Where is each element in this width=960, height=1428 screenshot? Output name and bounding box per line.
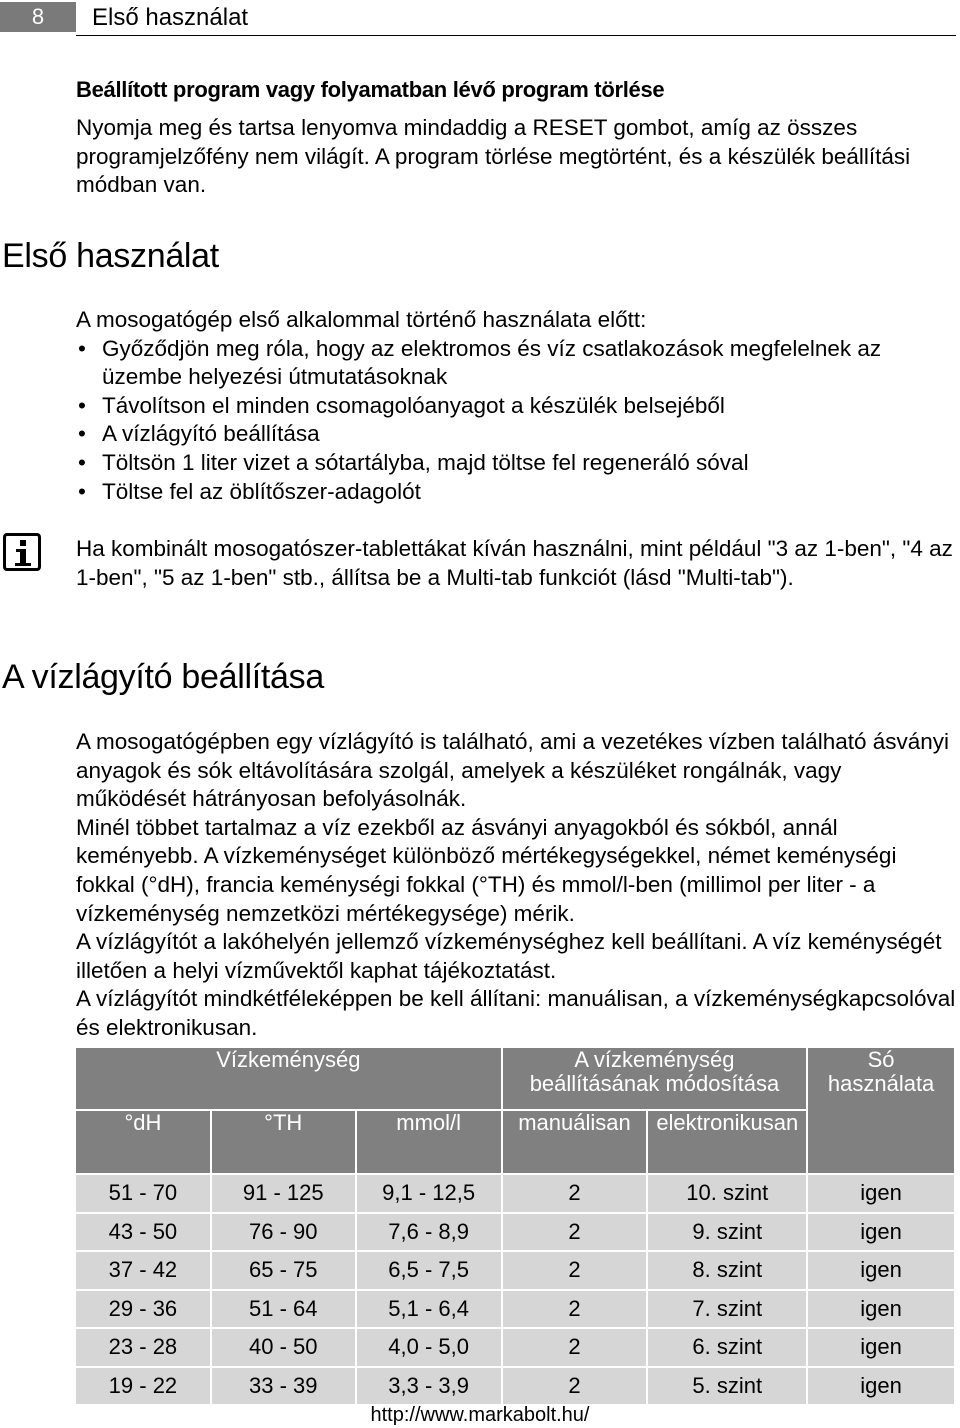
cell-dh: 29 - 36: [76, 1291, 210, 1328]
delete-program-text: [76, 114, 960, 200]
cell-salt: igen: [808, 1291, 954, 1328]
bullet-item: • Töltse fel az öblítőszer-adagolót: [76, 478, 960, 507]
header-divider: [76, 35, 956, 36]
multitab-note-text: Ha kombinált mosogatószer-tablettákat kíván használni, mint például "3 az 1-ben", "4 az 1-ben", "5 az 1-ben" stb., állítsa be a Multi-tab funkciót (lásd "Multi-tab").: [76, 536, 953, 590]
delete-text-before: Nyomja meg és tartsa lenyomva mindaddig a: [76, 115, 533, 140]
cell-electronic: 8. szint: [648, 1252, 806, 1289]
cell-manual: 2: [503, 1291, 647, 1328]
cell-salt: igen: [808, 1252, 954, 1289]
first-use-body: [76, 306, 960, 506]
cell-manual: 2: [503, 1214, 647, 1251]
table-row: [76, 1291, 954, 1328]
table-row: [76, 1214, 954, 1251]
cell-mmol: 5,1 - 6,4: [357, 1291, 501, 1328]
softener-paragraph-2: Minél többet tartalmaz a víz ezekből az ásványi anyagokból és sókból, annál keményebb. A vízkeménységet különböző mértékegységekkel, német keménységi fokkal (°dH), francia keménységi fokkal (°TH) és mmol/l-ben (millimol per liter - a vízkeménység nemzetközi mértékegysége) mérik.: [76, 814, 897, 926]
bullet-item: • Távolítson el minden csomagolóanyagot a készülék belsejéből: [76, 392, 960, 421]
first-use-title: Első használat: [2, 237, 219, 275]
softener-paragraph-1: A mosogatógépben egy vízlágyító is található, ami a vezetékes vízben található ásványi anyagok és sók eltávolítására szolgál, amelyek a készüléket rongálnák, vagy működését hátrányosan befolyásolnák.: [76, 729, 950, 812]
cell-mmol: 6,5 - 7,5: [357, 1252, 501, 1289]
cell-mmol: 4,0 - 5,0: [357, 1329, 501, 1366]
cell-manual: 2: [503, 1368, 647, 1405]
cell-mmol: 9,1 - 12,5: [357, 1175, 501, 1212]
page-number: 8: [0, 2, 76, 32]
cell-manual: 2: [503, 1329, 647, 1366]
softener-paragraph-4: A vízlágyítót mindkétféleképpen be kell állítani: manuálisan, a vízkeménységkapcsolóval és elektronikusan.: [76, 986, 956, 1040]
cell-th: 51 - 64: [212, 1291, 355, 1328]
first-use-bullet-list: [76, 335, 960, 507]
cell-electronic: 10. szint: [648, 1175, 806, 1212]
cell-dh: 23 - 28: [76, 1329, 210, 1366]
delete-program-heading: Beállított program vagy folyamatban lévő program törlése: [76, 77, 665, 102]
header-title: Első használat: [92, 4, 249, 31]
first-use-intro: A mosogatógép első alkalommal történő használata előtt:: [76, 307, 647, 332]
cell-electronic: 7. szint: [648, 1291, 806, 1328]
cell-manual: 2: [503, 1252, 647, 1289]
footer-url: http://www.markabolt.hu/: [370, 1404, 590, 1426]
cell-salt: igen: [808, 1329, 954, 1366]
cell-mmol: 7,6 - 8,9: [357, 1214, 501, 1251]
softener-title: A vízlágyító beállítása: [2, 658, 324, 696]
info-icon: [3, 533, 41, 571]
cell-th: 65 - 75: [212, 1252, 355, 1289]
bullet-item: • A vízlágyító beállítása: [76, 420, 960, 449]
cell-th: 76 - 90: [212, 1214, 355, 1251]
cell-salt: igen: [808, 1214, 954, 1251]
cell-th: 33 - 39: [212, 1368, 355, 1405]
cell-dh: 19 - 22: [76, 1368, 210, 1405]
cell-manual: 2: [503, 1175, 647, 1212]
bullet-item: • Győződjön meg róla, hogy az elektromos és víz csatlakozások megfelelnek az üzembe helyezési útmutatásoknak: [76, 335, 960, 392]
multitab-note: [76, 535, 956, 592]
header-dh: °dH: [76, 1111, 210, 1173]
cell-dh: 51 - 70: [76, 1175, 210, 1212]
cell-electronic: 9. szint: [648, 1214, 806, 1251]
cell-th: 40 - 50: [212, 1329, 355, 1366]
cell-mmol: 3,3 - 3,9: [357, 1368, 501, 1405]
cell-electronic: 5. szint: [648, 1368, 806, 1405]
table-row: [76, 1175, 954, 1212]
header-manual: manuálisan: [503, 1111, 647, 1173]
cell-electronic: 6. szint: [648, 1329, 806, 1366]
table-row: [76, 1368, 954, 1405]
table-header-row: [76, 1048, 954, 1109]
cell-salt: igen: [808, 1175, 954, 1212]
header-salt-usage: Só használata: [808, 1048, 954, 1173]
water-hardness-table: [74, 1046, 956, 1406]
header-electronic: elektronikusan: [648, 1111, 806, 1173]
header-mmol: mmol/l: [357, 1111, 501, 1173]
cell-salt: igen: [808, 1368, 954, 1405]
softener-body: [76, 728, 956, 1043]
header-th: °TH: [212, 1111, 355, 1173]
delete-text-after: gombot, amíg az összes programjelzőfény nem világít. A program törlése megtörtént, és a készülék beállítási módban van.: [76, 115, 911, 198]
header-setting-change: A vízkeménység beállításának módosítása: [503, 1048, 807, 1109]
table-row: [76, 1329, 954, 1366]
cell-dh: 37 - 42: [76, 1252, 210, 1289]
bullet-item: • Töltsön 1 liter vizet a sótartályba, majd töltse fel regeneráló sóval: [76, 449, 960, 478]
softener-paragraph-3: A vízlágyítót a lakóhelyén jellemző vízkeménységhez kell beállítani. A víz keménységét illetően a helyi vízművektől kaphat tájékoztatást.: [76, 929, 942, 983]
reset-button-label: RESET: [532, 115, 608, 140]
cell-th: 91 - 125: [212, 1175, 355, 1212]
table-row: [76, 1252, 954, 1289]
header-hardness: Vízkeménység: [76, 1048, 501, 1109]
cell-dh: 43 - 50: [76, 1214, 210, 1251]
